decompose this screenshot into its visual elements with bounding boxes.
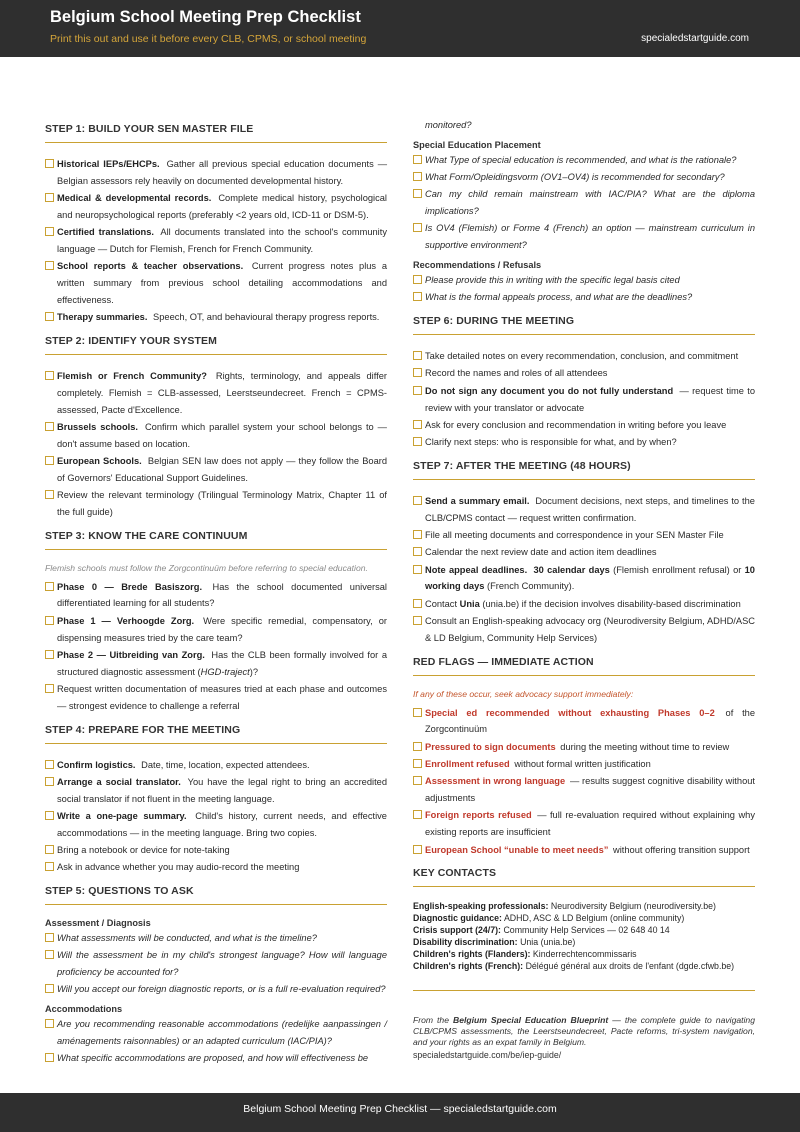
checkbox-icon[interactable] [45,760,54,769]
checklist-item[interactable]: European Schools. Belgian SEN law does not apply — they follow the Board of Governors' Educational Support Guidelines. [45,453,387,487]
checkbox-icon[interactable] [45,422,54,431]
red-flag-item[interactable]: European School “unable to meet needs” without offering transition support [413,842,755,859]
red-flag-item[interactable]: Pressured to sign documents during the meeting without time to review [413,739,755,756]
checkbox-icon[interactable] [45,227,54,236]
checkbox-icon[interactable] [45,371,54,380]
checkbox-icon[interactable] [413,437,422,446]
checklist-item[interactable]: Phase 2 — Uitbreiding van Zorg. Has the CLB been formally involved for a structured diagnostic assessment (HGD-traject)? [45,647,387,681]
red-flag-item[interactable]: Special ed recommended without exhausting Phases 0–2 of the Zorgcontinuüm [413,705,755,739]
checkbox-icon[interactable] [413,368,422,377]
checkbox-icon[interactable] [45,582,54,591]
page-header [0,0,800,57]
checkbox-icon[interactable] [413,776,422,785]
step3-note: Flemish schools must follow the Zorgcontinuüm before referring to special education. [45,562,368,573]
step5-group-title: Accommodations [45,1004,123,1015]
checklist-item[interactable]: Note appeal deadlines. 30 calendar days (Flemish enrollment refusal) or 10 working days (French Community). [413,562,755,596]
checkbox-icon[interactable] [413,172,422,181]
question-item[interactable]: What Form/Opleidingsvorm (OV1–OV4) is recommended for secondary? [413,169,755,186]
step5-heading: STEP 5: QUESTIONS TO ASK [45,885,387,905]
checkbox-icon[interactable] [45,159,54,168]
step3-heading: STEP 3: KNOW THE CARE CONTINUUM [45,530,387,550]
checkbox-icon[interactable] [45,684,54,693]
page-title: Belgium School Meeting Prep Checklist [50,8,361,26]
checklist-item[interactable]: Do not sign any document you do not fully understand — request time to review with your translator or advocate [413,383,755,417]
checklist-item[interactable]: Contact Unia (unia.be) if the decision involves disability-based discrimination [413,596,755,613]
checklist-item[interactable]: Take detailed notes on every recommendation, conclusion, and commitment [413,348,755,365]
contact-row: Children's rights (French): Délégué général aux droits de l'enfant (dgde.cfwb.be) [413,961,735,972]
checklist-item[interactable]: Calendar the next review date and action item deadlines [413,544,755,561]
source-url-link[interactable]: specialedstartguide.com/be/iep-guide/ [413,1049,562,1060]
checkbox-icon[interactable] [413,189,422,198]
checklist-item[interactable]: Arrange a social translator. You have the legal right to bring an accredited social translator if not fluent in the meeting language. [45,774,387,808]
checklist-item[interactable]: Therapy summaries. Speech, OT, and behavioural therapy progress reports. [45,309,387,326]
step6-heading: STEP 6: DURING THE MEETING [413,315,755,335]
red-flag-item[interactable]: Foreign reports refused — full re-evaluation required without explaining why existing reports are insufficient [413,807,755,841]
checklist-item[interactable]: Review the relevant terminology (Trilingual Terminology Matrix, Chapter 11 of the full guide) [45,487,387,521]
checkbox-icon[interactable] [45,777,54,786]
checkbox-icon[interactable] [45,1019,54,1028]
checkbox-icon[interactable] [45,616,54,625]
question-item[interactable]: Please provide this in writing with the specific legal basis cited [413,272,755,289]
checkbox-icon[interactable] [45,862,54,871]
contact-row: Disability discrimination: Unia (unia.be) [413,937,576,948]
checkbox-icon[interactable] [413,351,422,360]
checkbox-icon[interactable] [45,950,54,959]
checkbox-icon[interactable] [413,599,422,608]
checkbox-icon[interactable] [413,275,422,284]
source-note: From the Belgium Special Education Blueprint — the complete guide to navigating CLB/CPMS assessments, the Leerstseundecreet, Pacte reforms, tri-system navigation, and your rights as an expat family in Belgium. [413,1015,755,1047]
checklist-item[interactable]: Send a summary email. Document decisions, next steps, and timelines to the CLB/CPMS contact — request written confirmation. [413,493,755,527]
checklist-item[interactable]: Historical IEPs/EHCPs. Gather all previous special education documents — Belgian assessors rely heavily on documented developmental history. [45,156,387,190]
red-flag-item[interactable]: Assessment in wrong language — results suggest cognitive disability without adjustments [413,773,755,807]
checkbox-icon[interactable] [413,616,422,625]
question-item[interactable]: Can my child remain mainstream with IAC/PIA? What are the diploma implications? [413,186,755,220]
checkbox-icon[interactable] [45,984,54,993]
key-contacts-heading: KEY CONTACTS [413,867,755,887]
header-site-link[interactable]: specialedstartguide.com [641,33,749,44]
checklist-item[interactable]: File all meeting documents and correspondence in your SEN Master File [413,527,755,544]
step1-heading: STEP 1: BUILD YOUR SEN MASTER FILE [45,123,387,143]
checklist-item[interactable]: Bring a notebook or device for note-taking [45,842,387,859]
checkbox-icon[interactable] [413,292,422,301]
checkbox-icon[interactable] [45,312,54,321]
checkbox-icon[interactable] [413,845,422,854]
contact-row: Children's rights (Flanders): Kinderrechtencommissaris [413,949,637,960]
checkbox-icon[interactable] [413,810,422,819]
question-item[interactable]: What assessments will be conducted, and what is the timeline? [45,930,387,947]
contact-row: Crisis support (24/7): Community Help Services — 02 648 40 14 [413,925,670,936]
contact-row: English-speaking professionals: Neurodiversity Belgium (neurodiversity.be) [413,901,716,912]
step2-heading: STEP 2: IDENTIFY YOUR SYSTEM [45,335,387,355]
checklist-item[interactable]: Flemish or French Community? Rights, terminology, and appeals differ completely. Flemish = CLB-assessed, Leerstseundecreet. French = CPMS-assessed, Pacte d'Excellence. [45,368,387,418]
step4-heading: STEP 4: PREPARE FOR THE MEETING [45,724,387,744]
checklist-item[interactable]: Clarify next steps: who is responsible for what, and by when? [413,434,755,451]
checkbox-icon[interactable] [413,742,422,751]
checkbox-icon[interactable] [45,1053,54,1062]
checkbox-icon[interactable] [413,565,422,574]
checkbox-icon[interactable] [45,456,54,465]
checklist-item[interactable]: Phase 1 — Verhoogde Zorg. Were specific remedial, compensatory, or dispensing measures tried by the care team? [45,613,387,647]
step5-group-title: Special Education Placement [413,139,541,150]
question-item[interactable]: What is the formal appeals process, and what are the deadlines? [413,289,755,306]
checkbox-icon[interactable] [413,223,422,232]
checklist-item[interactable]: Consult an English-speaking advocacy org (Neurodiversity Belgium, ADHD/ASC & LD Belgium, Community Help Services) [413,613,755,647]
checkbox-icon[interactable] [45,261,54,270]
red-flags-heading: RED FLAGS — IMMEDIATE ACTION [413,656,755,676]
checklist-item[interactable]: Write a one-page summary. Child's history, current needs, and effective accommodations — in the meeting language. Bring two copies. [45,808,387,842]
checklist-item[interactable]: Confirm logistics. Date, time, location, expected attendees. [45,757,387,774]
question-item[interactable]: What Type of special education is recommended, and what is the rationale? [413,152,755,169]
page-footer: Belgium School Meeting Prep Checklist — specialedstartguide.com [0,1093,800,1132]
step5-group-title: Assessment / Diagnosis [45,918,151,929]
checkbox-icon[interactable] [413,708,422,717]
checkbox-icon[interactable] [413,386,422,395]
left-column [45,115,387,1068]
checklist-item[interactable]: Ask in advance whether you may audio-record the meeting [45,859,387,876]
question-item[interactable]: Are you recommending reasonable accommodations (redelijke aanpassingen / aménagements raisonnables) or an adapted curriculum (IAC/PIA)? [45,1016,387,1050]
right-column [413,117,755,1060]
checkbox-icon[interactable] [45,845,54,854]
question-item[interactable]: Will you accept our foreign diagnostic reports, or is a full re-evaluation required? [45,981,387,998]
step7-heading: STEP 7: AFTER THE MEETING (48 HOURS) [413,460,755,480]
checkbox-icon[interactable] [45,193,54,202]
question-continued: monitored? [425,120,472,130]
checkbox-icon[interactable] [45,933,54,942]
question-item[interactable]: Is OV4 (Flemish) or Forme 4 (French) an option — mainstream curriculum in supportive environment? [413,220,755,254]
red-flag-item[interactable]: Enrollment refused without formal written justification [413,756,755,773]
checklist-item[interactable]: Ask for every conclusion and recommendation in writing before you leave [413,417,755,434]
checklist-item[interactable]: Record the names and roles of all attendees [413,365,755,382]
checkbox-icon[interactable] [413,530,422,539]
checkbox-icon[interactable] [413,155,422,164]
checklist-item[interactable]: School reports & teacher observations. Current progress notes plus a written summary from previous school detailing accommodations and effectiveness. [45,258,387,308]
contact-row: Diagnostic guidance: ADHD, ASC & LD Belgium (online community) [413,913,685,924]
red-flags-note: If any of these occur, seek advocacy support immediately: [413,688,634,699]
key-contacts-list [413,900,755,991]
checklist-item[interactable]: Medical & developmental records. Complete medical history, psychological and neuropsychological reports (preferably <2 years old, ICD-11 or DSM-5). [45,190,387,224]
checkbox-icon[interactable] [45,650,54,659]
checkbox-icon[interactable] [45,811,54,820]
page-subtitle: Print this out and use it before every CLB, CPMS, or school meeting [50,33,367,45]
checkbox-icon[interactable] [413,496,422,505]
checkbox-icon[interactable] [413,547,422,556]
checklist-item[interactable]: Request written documentation of measures tried at each phase and outcomes — strongest evidence to challenge a referral [45,681,387,715]
question-item[interactable]: What specific accommodations are proposed, and how will effectiveness be [45,1050,387,1067]
checkbox-icon[interactable] [413,759,422,768]
checkbox-icon[interactable] [413,420,422,429]
checkbox-icon[interactable] [45,490,54,499]
checklist-item[interactable]: Certified translations. All documents translated into the school's community language — Dutch for Flemish, French for French Community. [45,224,387,258]
question-item[interactable]: Will the assessment be in my child's strongest language? How will language proficiency be accounted for? [45,947,387,981]
checklist-item[interactable]: Phase 0 — Brede Basiszorg. Has the school documented universal differentiated learning for all students? [45,579,387,613]
step5-group-title: Recommendations / Refusals [413,260,542,271]
checklist-item[interactable]: Brussels schools. Confirm which parallel system your school belongs to — don't assume based on location. [45,419,387,453]
